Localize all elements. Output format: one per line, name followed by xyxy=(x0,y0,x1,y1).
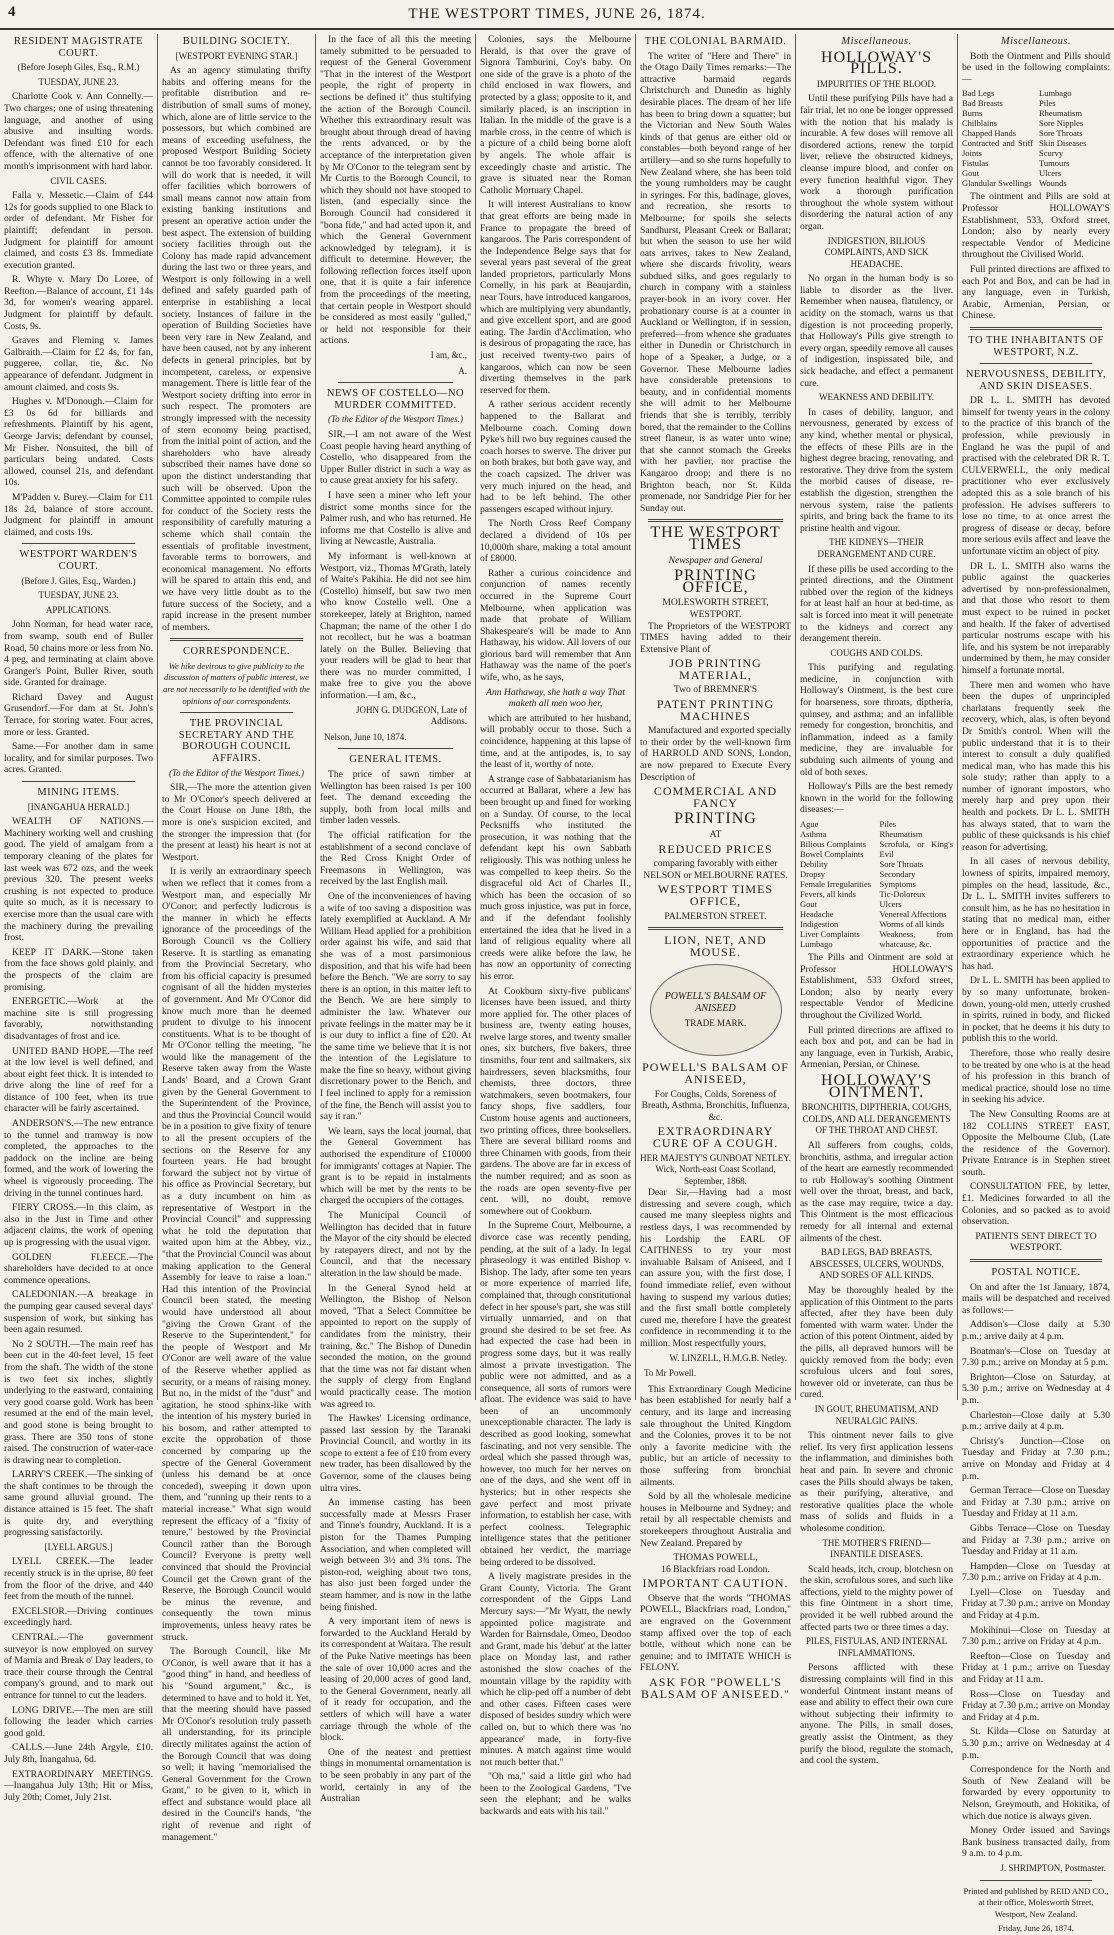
article-paragraph: GOLDEN FLEECE.—The shareholders have decided to at once commence operations. xyxy=(4,1251,153,1286)
article-paragraph: The writer of "Here and There" in the Otago Daily Times remarks:—The attractive barmaid regards Christchurch and Dunedin as highly desirable places. The dream of her life has been to bring down a squatter; but the Victorian and New South Wales kinds of that genus are either old or constables—both beyond range of her artillery—and so she turns hopefully to New Zealand where, she has been told the young rumholders may be caught in syringes. For this, badinage, gloves, and recreation, she resorts to Melbourne; for spoils she selects Sandhurst, Pleasant Creek or Ballarat; but when the season to use her wild oats arrives, takes to New Zealand, where she discards frivolity, wears subdued silks, and goes regularly to church in company with a stainless prayer-book in an ivory cover. Her probationary course is at a counter in Auckland or Wellington, if in session, preferred—from whence she graduates either in Dunedin or Christchurch in hope of a Speaker, a Judge, or a Governor. These Melbourne ladies have considerable pretensions to beauty, and in confidential moments she will admit to her Melbourne friends that she is terribly, terribly bored, that the remainder to the Collins street flaneur, is as water unto wine; that she cannot stomach the Greeks with her pavlier, nor practise the Kangaroo droop; and there is no Brighton beach, nor St. Kilda promenade, nor Sandridge Pier for her Sunday out. xyxy=(640,50,791,514)
complaint-list xyxy=(962,88,1110,188)
ad-paragraph: May be thoroughly healed by the application of this Ointment to the parts affected, after they have been duly fomented with warm water. Under the action of this potent Ointment, aided by the pills, all depraved humors will be quickly removed from the body; even scrofulous ulcers and foul sores, however old or inveterate, can thus be cured. xyxy=(800,1285,953,1401)
headline: BUILDING SOCIETY. xyxy=(182,36,291,47)
list-item: Ague xyxy=(800,819,819,829)
list-item: Headache xyxy=(800,909,834,919)
notice-paragraph: Lyell—Close on Tuesday and Friday at 7.30 p.m.; arrive on Monday and Friday at 4 p.m. xyxy=(962,1586,1110,1622)
notice-paragraph: Addison's—Close daily at 5.30 p.m.; arrive daily at 4 p.m. xyxy=(962,1319,1110,1342)
ad-heading: POWELL'S BALSAM OF ANISEED, xyxy=(642,1060,789,1086)
ad-heading: HOLLOWAY'S PILLS. xyxy=(821,48,932,78)
column-4 xyxy=(476,34,636,1818)
subheading: COUGHS AND COLDS. xyxy=(830,647,923,658)
headline: NEWS OF COSTELLO—NO MURDER COMMITTED. xyxy=(326,388,465,411)
subheading: [INANGAHUA HERALD.] xyxy=(27,801,130,812)
headline: POSTAL NOTICE. xyxy=(991,1267,1081,1279)
list-item: Scurvy xyxy=(1039,148,1064,159)
article-paragraph: In the face of all this the meeting tamely submitted to be persuaded to request of the General Government "That in the interest of the Westport people, the right of property in sections be defined it" thus stultifying the action of the Borough Council. Whether this extraordinary result was brought about through dread of having the rents advanced, or by the acceptance of the interpretation given by Mr O'Conor to the telegram sent by Mr Curtis to the Borough Council, to which they should not have stooped to listen, (and especially since the Borough Council had considered it "bona fide," and had acted upon it, and which the General Government acknowledged by telegram), it is difficult to determine. However, the following reflection forces itself upon one, that it is quite a fair inference from the proceedings of the meeting, that certain people in Westport should be considered as most easily "gulled," or held not responsible for their actions. xyxy=(320,34,471,347)
ad-paragraph: Sold by all the wholesale medicine houses in Melbourne and Sydney; and retail by all respectable chemists and storekeepers throughout Australia and New Zealand. Prepared by xyxy=(640,1491,791,1549)
subheading: (Before Joseph Giles, Esq., R.M.) xyxy=(17,62,140,73)
subheading: APPLICATIONS. xyxy=(45,604,112,615)
divider xyxy=(180,712,293,713)
list-item: Fevers, all kinds xyxy=(800,889,856,899)
article-paragraph: My informant is well-known at Westport, viz., Thomas M'Grath, lately of Waite's Pakihia. He did not see him (Costello) himself, but saw two men who know Costello well. One a storekeeper, lately at Brighton, named Chapman; the name of the other I do not recollect, but he was a boatman lately on the Buller. Believing that your readers will be glad to hear that there was no murder committed, I make free to give you the above information.—I am, &c., xyxy=(320,550,471,702)
list-item: Sore Throats xyxy=(879,859,924,869)
ad-paragraph: DR L. L. SMITH has devoted himself for twenty years in the colony to the practice of this branch of the profession, while previously in England he was the pupil of and practised with the celebrated DR R. T. CULVERWELL, the only medical practitioner who ever exclusively adopted this as a sole branch of his profession. He advises sufferers to lose no time, to at once arrest the progress of disease or decay, before more serious evils affect and leave the unfortunate victim an object of pity. xyxy=(962,395,1110,557)
headline: WESTPORT WARDEN'S COURT. xyxy=(19,549,138,572)
article-paragraph: Graves and Fleming v. James Galbraith.—Claim for £2 4s, for fan, puggeree, collar, tie, &c. No appearance of defendant. Judgment in amount claimed, and costs 9s. xyxy=(4,335,153,393)
column-5 xyxy=(636,34,796,1701)
notice-paragraph: Christy's Junction—Close on Tuesday and Friday at 7.30 p.m.; arrive on Monday and Friday at 4 p.m. xyxy=(962,1435,1110,1482)
list-item: Chapped Hands xyxy=(962,128,1017,139)
article-paragraph: The official ratification for the establishment of a second conclave of the Red Cross Knight Order of Freemasons in Wellington, was received by the last English mail. xyxy=(320,830,471,888)
list-item: Sore Nipples xyxy=(1039,118,1084,129)
article-paragraph: Rather a curious coincidence and conjunction of names recently occurred in the Supreme Court Melbourne, when application was made that probate of William Shakespeare's will be made to Ann Hathaway, his widow. All lovers of our glorious bard will remember that Ann Hathaway was the name of the poet's wife, who, as he says, xyxy=(480,567,631,684)
list-item: Gout xyxy=(962,168,979,179)
list-item: Gout xyxy=(800,899,817,909)
article-paragraph: Same.—For another dam in same locality, and for similar purposes. Two acres. Granted. xyxy=(4,741,153,776)
article-paragraph: Charlotte Cook v. Ann Connelly.—Two charges; one of using threatening language, and another of using abusive and insulting words. Defendant was fined £10 for each offence, with the alternative of one month's imprisonment with hard labor. xyxy=(4,91,153,172)
signature: JOHN G. DUDGEON, Late of Addisons. xyxy=(356,704,467,727)
list-item: Ulcers xyxy=(1039,168,1062,179)
list-item: Rheumatism xyxy=(879,829,923,839)
ad-paragraph: Both the Ointment and Pills should be used in the following complaints:— xyxy=(962,50,1110,85)
article-paragraph: The North Cross Reef Company declared a dividend of 10s per 10,000th share, making a total amount of £8000. xyxy=(480,518,631,565)
list-item: Liver Complaints xyxy=(800,929,860,939)
article-paragraph: A strange case of Sabbatarianism has occurred at Ballarat, where a Jew has been brought up and fined for working on a Sunday. Of course, to the local Pecksniffs who instituted the prosecution, it was nothing that the defendant kept his own Sabbath religiously. This was nothing unless he was compelled to keep theirs. So the disgraceful old Act of Charles II., which has been the occasion of so much gross injustice, was put in force, and if the defendant foolishly entertained the idea that he lived in a land of religious equality where all creeds were alike before the law, he has now an opportunity of correcting his error. xyxy=(480,773,631,982)
article-paragraph: The Borough Council, like Mr O'Conor, is well aware that it has a "good thing" in hand, and heedless of his "Sound argument," &c., is determined to have and to hold it. Yet, that the meeting should have passed Mr O'Conor's resolution truly passeth all understanding, for its principle directly militates against the action of the Borough Council that was doing so well; it having "memorialised the General Government for the Crown Grant," to be given to it, which in effect and substance would place all desired in the Council's hands, "the right of revenue and right of management." xyxy=(162,1646,311,1843)
ad-paragraph: Manufactured and exported specially to their order by the well-known firm of HARROLD AND SONS, London, are now prepared to Execute Every Description of xyxy=(640,725,791,783)
ad-heading: LION, NET, AND MOUSE. xyxy=(664,933,767,959)
list-item: Skin Diseases xyxy=(1039,138,1087,149)
divider xyxy=(980,1880,1092,1881)
article-paragraph: In the General Synod held at Wellington, the Bishop of Nelson moved, "That a Select Committee be appointed to report on the supply of candidates from the ministry, their training, &c." The Bishop of Dunedin seconded the motion, on the ground that the time was not far distant when the supply of clergy from England would practically cease. The motion was agreed to. xyxy=(320,1282,471,1410)
subheading: BRONCHITIS, DIPTHERIA, COUGHS, COLDS, AND ALL DERANGEMENTS OF THE THROAT AND CHEST. xyxy=(801,1102,952,1136)
list-item: Worms of all kinds xyxy=(879,919,945,929)
list-item: Bilious Complaints xyxy=(800,839,866,849)
article-paragraph: which are attributed to her husband, will probably occur to those. Such a coincidence, happening at this lapse of time, and at the antipodes, is, to say the least of it, worthy of note. xyxy=(480,712,631,771)
ad-heading: IMPORTANT CAUTION. xyxy=(642,1576,789,1591)
divider xyxy=(648,927,783,930)
ad-paragraph: The New Consulting Rooms are at 182 COLLINS STREET EAST, Opposite the Melbourne Club, (Late the residence of the Governor). Private Entrance is in Stephen street south. xyxy=(962,1108,1110,1178)
ad-paragraph: This purifying and regulating medicine, in conjunction with Holloway's Ointment, is the best cure for hoarseness, sore throats, diptheria, quinsey, and asthma; and an infallible remedy for congestion, bronchitis, and inflammation, indeed as a family medicine, they are invaluable for subduing such ailments of young and old of both sexes. xyxy=(800,662,953,778)
ad-heading: ASK FOR "POWELL'S BALSAM OF ANISEED." xyxy=(641,1675,790,1701)
ad-line: comparing favorably with either NELSON or MELBOURNE RATES. xyxy=(643,858,788,881)
list-item: Scrofula, or King's Evil xyxy=(879,839,953,859)
ad-paragraph: This ointment never fails to give relief. Its very first application lessens the inflammation, and diminishes both heat and pain. In severe and chronic cases the Pills should always be taken, as their purifying, alterative, and restorative qualities place the whole mass of solids and fluids in a wholesome condition. xyxy=(800,1430,953,1534)
notice-paragraph: On and after the 1st January, 1874, mails will be despatched and received as follows:— xyxy=(962,1281,1110,1316)
notice-paragraph: Charleston—Close daily at 5.30 p.m.; arrive daily at 4 p.m. xyxy=(962,1409,1110,1433)
article-paragraph: LYELL CREEK.—The leader recently struck is in the uprise, 80 feet from the floor of the drive, and 440 feet from the mouth of the tunnel. xyxy=(4,1556,153,1603)
column-6 xyxy=(796,34,958,1767)
article-paragraph: A very important item of news is forwarded to the Auckland Herald by its correspondent at Waitara. The result of the Puke Native meetings has been the sale of over 10,000 acres and the leasing of 20,000 acres of good land, to the General Government, nearly all of it ready for occupation, and the settlers of which will have a water carriage through the whole of the block. xyxy=(320,1616,471,1744)
date-line: TUESDAY, JUNE 23. xyxy=(38,76,119,87)
page-title: THE WESTPORT TIMES, JUNE 26, 1874. xyxy=(408,6,706,22)
subheading: IN GOUT, RHEUMATISM, AND NEURALGIC PAINS. xyxy=(814,1403,939,1426)
imprint-date: Friday, June 26, 1874. xyxy=(998,1923,1074,1934)
ad-paragraph: This Extraordinary Cough Medicine has been established for nearly half a century, and its large and increasing sale throughout the United Kingdom and the Colonies, proves it to be not only a favorite medicine with the public, but an article of necessity to those suffering from bronchial ailments. xyxy=(640,1383,791,1488)
ad-heading: JOB PRINTING MATERIAL, xyxy=(669,656,762,682)
ad-paragraph: CONSULTATION FEE, by letter, £1. Medicines forwarded to all the Colonies, and so packed as to avoid observation. xyxy=(962,1181,1110,1228)
verse-quote: Ann Hathaway, she hath a way That maketh all men woo her, xyxy=(486,686,625,710)
signature: I am, &c., xyxy=(430,350,467,361)
subheading: WEAKNESS AND DEBILITY. xyxy=(818,392,935,403)
ad-paragraph: If these pills be used according to the printed directions, and the Ointment rubbed over the region of the kidneys for at least half an hour at bed-time, as salt is forced into meat it will penetrate to the kidneys and correct any derangement therein. xyxy=(800,563,953,645)
headline: THE COLONIAL BARMAID. xyxy=(644,36,787,47)
subheading: [LYELL ARGUS.] xyxy=(44,1541,113,1552)
ad-paragraph: Dear Sir,—Having had a most distressing and severe cough, which caused me many sleepless nights and restless days, I was recommended by his Lordship the EARL OF CAITHNESS to try your most invaluable Balsam of Aniseed, and I can assure you, with the first dose, I found immediate relief, even without having to suspend my various duties; and the first small bottle completely cured me, therefore I have the greatest confidence in recommending it to the million. Most respectfully yours, xyxy=(640,1187,791,1349)
ad-heading: THE WESTPORT TIMES xyxy=(650,524,781,553)
list-item: Asthma xyxy=(800,829,827,839)
ad-paragraph: There men and women who have been the dupes of unprincipled charlatans frequently seek the recovery, which, alas, is often beyond Dr Smith's control. When will the public understand that it is to their interest to consult a duly qualified medical man, who has made this his sole study; rather than apply to a number of ignorant impostors, who merely harp and prey upon their health and pockets. Dr L. L. SMITH has always stated, that to warn the public of these quicksands is his chief reason for advertising. xyxy=(962,679,1110,853)
article-paragraph: As an agency stimulating thrifty habits and offering means for the profitable distribution and re-distribution of small sums of money, which, alone are of little service to the possessors, but which combined are means of exceeding usefulness, the proposed Westport Building Society cannot be too favorably considered. It will do work that is needed, it will offer facilities which borrowers of small means cannot now attain from existing banking institutions and present an operative action under the best aspect. The extension of building society facilities through out the Colony has made rapid advancement during the last two or three years, and Westport is only following in a well defined and safely guarded path of enterprise in establishing a local society. Instances of failure in the operation of Building Societies have been very rare in New Zealand, and have been caused, not by any inherent defects in general principles, but by incompetent, careless, or expensive management. There is little fear of the Westport society drifting into error in such respect. The promoters are strongly impressed with the necessity of stern economy being practised, from the initial point of action, and the shareholders who have already subscribed their names have done so upon the distinct understanding that such will be observed. Upon the Committee appointed to compile rules for conduct of the Society rests the responsibility of carefully maturing a scheme which shall contain the essentials of profitable investment, favorable terms to borrowers, and economical management. No efforts will be spared to attain this end, and we have very little doubt as to the future success of the Society, and a rapid increase in the present number of members. xyxy=(162,65,311,633)
subheading: THE MOTHER'S FRIEND—INFANTILE DISEASES. xyxy=(822,1537,931,1560)
section-header: Miscellaneous. xyxy=(1000,36,1072,47)
ad-paragraph: PATIENTS SENT DIRECT TO WESTPORT. xyxy=(975,1230,1097,1254)
ad-paragraph: Therefore, those who really desire to be treated by one who is at the head of his profession in this branch of medical practice, should lose no time in seeking his advice. xyxy=(962,1047,1110,1106)
ad-paragraph: The Proprietors of the WESTPORT TIMES having added to their Extensive Plant of xyxy=(640,620,791,655)
ad-paragraph: Observe that the words "THOMAS POWELL, Blackfriars road, London," are engraved on the Government stamp affixed over the top of each bottle, without which none can be genuine; and to IMITATE WHICH is FELONY. xyxy=(640,1592,791,1674)
signature: J. SHRIMPTON, Postmaster. xyxy=(1000,1862,1106,1873)
logo-text: POWELL'S BALSAM OF ANISEED xyxy=(664,990,767,1014)
list-item: Rheumatism xyxy=(1039,108,1082,119)
notice-paragraph: Boatman's—Close on Tuesday at 7.30 p.m.; arrive on Monday at 5 p.m. xyxy=(962,1345,1110,1369)
subheading: BAD LEGS, BAD BREASTS, ABSCESSES, ULCERS, WOUNDS, AND SORES OF ALL KINDS. xyxy=(809,1247,944,1281)
ad-paragraph: Until these purifying Pills have had a fair trial, let no one be longer oppressed with the notion that his malady is incurable. A few doses will remove all disordered actions, renew the torpid liver, relieve the obstructed kidneys, cleanse impure blood, and confer on every function healthful vigor. They work a thorough purification throughout the whole system without disordering the natural action of any organ. xyxy=(800,93,953,232)
page-masthead xyxy=(0,0,1114,30)
ad-heading: WESTPORT TIMES OFFICE, xyxy=(657,882,774,908)
ad-heading: EXTRAORDINARY CURE OF A COUGH. xyxy=(652,1124,779,1150)
headline: MINING ITEMS. xyxy=(37,787,120,799)
article-paragraph: One of the neatest and prettiest things in monumental ornamentation is to be seen probably in any part of the world, certainly in any of the Australian xyxy=(320,1746,471,1805)
article-paragraph: A rather serious accident recently happened to the Ballarat and Melbourne coach. Coming down Pyke's hill two buy reguines caused the coach horses to swerve. The driver put on both brakes, but both gave way, and the coach capsized. The driver was very much injured on the head, and had to be left behind. The other passengers escaped without injury. xyxy=(480,399,631,515)
divider xyxy=(970,327,1102,330)
notice-paragraph: Hampden—Close on Tuesday at 7.30 p.m.; arrive on Friday at 4 p.m. xyxy=(962,1560,1110,1584)
notice-paragraph: Mokihinui—Close on Tuesday at 7.30 p.m.; arrive on Friday at 4 p.m. xyxy=(962,1624,1110,1648)
notice-paragraph: Ross—Close on Tuesday and Friday at 7.30 p.m.; arrive on Monday and Friday at 4 p.m. xyxy=(962,1688,1110,1723)
subheading: IMPURITIES OF THE BLOOD. xyxy=(816,78,937,89)
notice-paragraph: Gibbs Terrace—Close on Tuesday and Friday at 7.30 p.m.; arrive on Tuesday and Friday at 11 a.m. xyxy=(962,1522,1110,1558)
section-header: Miscellaneous. xyxy=(841,36,912,47)
list-item: Tumours xyxy=(1039,158,1070,169)
date-line: TUESDAY, JUNE 23. xyxy=(38,590,119,601)
list-item: Bad Breasts xyxy=(962,98,1003,109)
divider xyxy=(338,382,453,383)
list-item: Lumbago xyxy=(800,939,833,949)
headline: GENERAL ITEMS. xyxy=(349,754,442,766)
list-item: Burns xyxy=(962,108,983,119)
ad-line: HER MAJESTY'S GUNBOAT NETLEY. Wick, North-east Coast Scotland, September, 1868. xyxy=(640,1152,791,1186)
ad-paragraph: Scald heads, itch, croup, blotchesn on the skin, scrofulous sores, and such like affections, yield to the mighty power of this fine Ointment in a short time, provided it be well rubbed around the affected parts two or three times a day. xyxy=(800,1563,953,1633)
article-paragraph: The Hawkes' Licensing ordinance, passed last session by the Taranaki Provincial Council, and worthy in its scope to extent a fee of £10 from every new trader, has been disallowed by the Governor, some of the clauses being ultra vires. xyxy=(320,1413,471,1494)
subheading: (Before J. Giles, Esq., Warden.) xyxy=(21,575,136,586)
ad-paragraph: Full printed directions are affixed to each box and pot, and can be had in any language, even in Turkish, Arabic, Armenian, Persian, or Chinese. xyxy=(800,1024,953,1071)
article-paragraph: An immense casting has been successfully made at Messrs Fraser and Tinne's foundry, Auckland. It is a piston for the Thames Pumping Association, and when completed will weigh between 3½ and 3¾ tons. The piston-rod, weighing about two tons, has also just been forged under the steam hammer, and is now in the lathe being finished. xyxy=(320,1497,471,1613)
article-paragraph: CALEDONIAN.—A breakage in the pumping gear caused several days' suspension of work, but sinking has been again resumed. xyxy=(4,1289,153,1336)
list-item: Glandular Swellings xyxy=(962,178,1032,189)
ad-paragraph: The Pills and Ointment are sold at Professor HOLLOWAY'S Establishment, 533 Oxford street, London; also by nearly every respectable Vendor of Medicine throughout the Civilized World. xyxy=(800,952,953,1021)
ad-line: Newspaper and General xyxy=(668,554,763,566)
list-item: Indigestion xyxy=(800,919,839,929)
signature-date: Nelson, June 10, 1874. xyxy=(324,731,407,742)
divider xyxy=(338,748,453,749)
notice-paragraph: Brighton—Close on Saturday, at 5.30 p.m.; arrive on Wednesday at 4 p.m. xyxy=(962,1371,1110,1406)
article-paragraph: Hughes v. M'Donough.—Claim for £3 0s 6d for billiards and refreshments. Plaintiff by his agent, George Jarvis; defendant by counsel, Mr Fisher. Nonsuited, the bill of particulars being undated. Costs allowed, counsel 21s, and defendant 10s. xyxy=(4,396,153,489)
signature: To Mr Powell. xyxy=(644,1368,697,1379)
ad-paragraph: Holloway's Pills are the best remedy known in the world for the following diseases:— xyxy=(800,781,953,816)
list-item: Venereal Affections xyxy=(879,909,947,919)
ad-heading: REDUCED PRICES xyxy=(658,841,773,856)
list-item: Fistulas xyxy=(962,158,989,169)
page-number: 4 xyxy=(8,4,16,20)
divider xyxy=(980,363,1092,364)
list-item: Lumbago xyxy=(1039,88,1072,99)
list-item: Piles xyxy=(1039,98,1056,109)
article-paragraph: SIR,—The more the attention given to Mr O'Conor's speech delivered at the Court House on June 18th, the more is one's suspicion excited, and the stronger the impression that (for the present at least) his heart is not at Westport. xyxy=(162,782,311,863)
article-paragraph: ENERGETIC.—Work at the machine site is still progressing favorably, notwithstanding disadvantages of frost and ice. xyxy=(4,996,153,1042)
article-paragraph: R. Whyte v. Mary Do Loree, of Reefton.—Balance of account, £1 14s 3d, for women's wearing apparel. Judgment for plaintiff by default. Costs, 9s. xyxy=(4,274,153,332)
ad-heading: HOLLOWAY'S OINTMENT. xyxy=(821,1071,932,1101)
ad-line: PALMERSTON STREET. xyxy=(664,910,767,922)
subheading: [WESTPORT EVENING STAR.] xyxy=(175,50,298,61)
article-paragraph: FIERY CROSS.—In this claim, as also in the Just in Time and other adjacent claims, the work of opening up is progressing with the usual vigor. xyxy=(4,1202,153,1248)
ad-heading: PATENT PRINTING MACHINES xyxy=(656,697,775,723)
subheading: THE KIDNEYS—THEIR DERANGEMENT AND CURE. xyxy=(817,537,936,559)
list-item: Tic-Doloreux xyxy=(879,889,926,899)
column-2 xyxy=(158,34,316,1843)
divider xyxy=(648,519,783,522)
ad-line: WESTPORT. xyxy=(689,608,742,620)
ad-heading: COMMERCIAL AND FANCY xyxy=(653,784,778,810)
article-paragraph: LARRY'S CREEK.—The sinking of the shaft continues to be through the same ground alluvial ground. The distance attained is 15 feet. The shaft is quite dry, and everything progressing satisfactorily. xyxy=(4,1469,153,1539)
ad-line: AT xyxy=(709,829,722,840)
article-paragraph: We learn, says the local journal, that the General Government has authorised the expenditure of £10000 for immigrants' cottages at Napier. The grant is to be repaid in instalments which will be met by the rents to be charged the occupiers of the cottages. xyxy=(320,1125,471,1207)
notice-paragraph: Correspondence for the North and South of New Zealand will be forwarded by every opportunity to Nelson, Greymouth, and Hokitika, of which due notice is always given. xyxy=(962,1764,1110,1822)
ad-line: MOLESWORTH STREET, xyxy=(662,597,769,609)
article-paragraph: Falla v. Messetic.—Claim of £44 12s for goods supplied to one Black to order of defendant. Mr Fisher for plaintiff; defendant in person. Judgment for plaintiff for amount claimed, and costs £3 8s. Immediate execution granted. xyxy=(4,190,153,271)
ad-paragraph: No organ in the human body is so liable to disorder as the liver. Remember when nausea, flatulency, or acidity on the stomach, warns us that digestion is not proceeding properly, that Holloway's Pills give strength to every organ, speedily remove all causes of indigestion, inspissated bile, and sick headache, and effect a permanent cure. xyxy=(800,273,953,389)
article-paragraph: No 2 SOUTH.—The main reef has been cut in the 40-feet level, 15 feet from the shaft. The width of the stone is two feet six inches, slightly underlying to the eastward, containing very good coarse gold. Work has been resumed at the end of the main level, and good stone is being brought to grass. There are 350 tons of stone raised. The construction of water-race is drawing near to completion. xyxy=(4,1338,153,1466)
subheading: (To the Editor of the Westport Times.) xyxy=(327,414,464,425)
article-paragraph: UNITED BAND HOPE.—The reef at the low level is well defined, and about eight feet thick. It is intended to drive along the line of reef for a distance of 100 feet, when its true character will be fairly ascertained. xyxy=(4,1045,153,1115)
article-paragraph: CALLS.—June 24th Argyle, £10. July 8th, Inangahua, 6d. xyxy=(4,1742,153,1765)
article-paragraph: It will interest Australians to know that great efforts are being made in France to propagate the breed of kangaroos. The Paris correspondent of the Independence Belge says that for several years past several of the great landed proprietors, particularly Mons Cornelly, in his park at Beaujardin, near Tours, have introduced kangaroos, which are multiplying very abundantly, and give excellent sport, and are good eating. The Jardin d'Acclimation, who is desirous of propagating the race, has just received twenty-two pairs of kangaroos, which can now be seen diverting themselves in the park reserved for them. xyxy=(480,199,632,396)
ad-heading: PRINTING xyxy=(674,810,757,828)
article-paragraph: EXTRAORDINARY MEETINGS.—Inangahua July 13th; Hit or Miss, July 20th; Comet, July 21st. xyxy=(4,1768,153,1803)
article-paragraph: At Cookburn sixty-five publicans' licenses have been issued, and thirty more applied for. The other places of business are, twenty eating houses, twelve large stores, and twenty smaller ones, six butchers, five bakers, three tinsmiths, four tent and sailmakers, six hairdressers, seven blacksmiths, four chemists, three doctors, three watchmakers, seven bootmakers, four fancy shops, five saddlers, four Custom house agents and auctioneers, two printing offices, three booksellers. There are several billiard rooms and three Chinamen with goods, from their gardens. The above are far in excess of the number required; and as soon as the roads are open seventy-five per cent. will, no doubt, remove somewhere out of Cookburn. xyxy=(480,985,631,1217)
list-item: Wounds xyxy=(1039,178,1067,189)
list-item: Dropsy xyxy=(800,869,826,879)
headline: CORRESPONDENCE. xyxy=(183,646,290,658)
headline: TO THE INHABITANTS OF WESTPORT, N.Z. xyxy=(968,334,1104,358)
ad-line: For Coughs, Colds, Soreness of Breath, Asthma, Bronchitis, Influenza, &c. xyxy=(641,1088,790,1123)
article-paragraph: Richard Davey and August Grusendorf.—For dam at St. John's Terrace, for storing water. Four acres, more or less. Granted. xyxy=(4,691,153,738)
ad-paragraph: All sufferers from coughs, colds, bronchitis, asthma, and irregular action of the heart are earnestly recommended to rub Holloway's soothing Ointment well over the throat, breast, and back, as the case may require, twice a day. This Ointment is the most efficacious remedy for all internal and external ailments of the chest. xyxy=(800,1139,953,1244)
list-item: Female Irregularities xyxy=(800,879,872,889)
article-paragraph: The price of sawn timber at Wellington has been raised 1s per 100 feet. The demand exceeding the supply, both from local mills and timber laden vessels. xyxy=(320,769,471,827)
ad-paragraph: The ointment and Pills are sold at Professor HOLLOWAY'S Establishment, 533, Oxford street, London; also by nearly every respectable Vendor of Medicine throughout the Civilised World. xyxy=(962,191,1110,261)
article-paragraph: WEALTH OF NATIONS.—Machinery working well and crushing good. The yield of amalgam from a temporary cleaning of the plates for last week was 672 ozs, and the week previous 320. The present weeks crushing is not expected to produce quite so much, as it is necessary to exercise more than the usual care with the machinery during the prevailing frost. xyxy=(4,816,153,944)
list-item: Chilblains xyxy=(962,118,997,129)
headline: RESIDENT MAGISTRATE COURT. xyxy=(13,36,144,59)
list-item: Bad Legs xyxy=(962,88,995,99)
ad-paragraph: In cases of debility, languor, and nervousness, generated by excess of any kind, whether mental or physical, the effects of these Pills are in the highest degree bracing, renovating, and restorative. They drive from the system the morbid causes of disease, re-establish the digestion, strengthen the nervous system, raise the patients spirits, and bring back the frame to its pristine health and vigour. xyxy=(800,406,953,534)
divider xyxy=(22,543,135,544)
list-item: Weakness, from whatcause, &c. xyxy=(879,929,953,949)
ad-line: THOMAS POWELL, xyxy=(673,1552,758,1564)
divider xyxy=(970,1259,1102,1262)
list-item: Debility xyxy=(800,859,828,869)
ad-paragraph: In all cases of nervous debility, lowness of spirits, impaired memory, pimples on the head, lassitude, &c., Dr L. L. SMITH invites sufferers to consult him, as he has no hesitation in stating that no medical man, either here or in England, has had the opportunities of practice and the extraordinary experience which he has had. xyxy=(962,856,1110,972)
list-item: Sore Throats xyxy=(1039,128,1083,139)
article-paragraph: The Municipal Council of Wellington has decided that in future the Mayor of the city should be elected by ratepayers direct, and not by the Council, and that the necessary alteration in the law should be made. xyxy=(320,1210,471,1279)
article-paragraph: It is verily an extraordinary speech when we reflect that it comes from a Westport man, and especially Mr O'Conor; and perfectly ludicrous is the manner in which he effects ignorance of the proceedings of the Borough Council vs the Colliery Reserve. It is startling as emanating from the Provincial Secretary, who from his official capacity is presumed cognisant of all the hidden mysteries of government. And Mr O'Conor did know much more than he deemed prudent to divulge to his innocent constituents. What is to be thought of Mr O'Conor telling the meeting, "he would like the management of the Reserve taken away from the Waste Lands' Board, and a Crown Grant given by the General Government to the Superintendent of the Province, and thus the Provincial Council would be in a position to give fixity of tenure to all the present occupiers of the sections on the Reserve for any fourteen years. He had brought forward the subject not by virtue of his office as Provincial Secretary, but as a duty incumbent on him as representative of Westport in the Provincial Council" and suppressing what he told the deputation that waited upon him at the Abbey, viz., "that the Provincial Council was about making application to the General Assembly for leave to raise a loan." Had this intention of the Provincial Council been stated, the meeting would have understood all about "giving the Crown Grant of the Reserve to the Superintendent," for the people of Westport and Mr O'Conor are well aware of the value of the Reserve whether applied as security, or a means of raising money. But no, in the midst of the "dust" and agitation, he stood sphinx-like with the intention of his mystery buried in his bosom, and rather attempted to excite the opprobation of those concerned by comparing up the spectre of the General Government (unless his demand be at once conceded), sweeping it down upon them, and "running up their rents to a material increase." What sign would represent the efficacy of a "fixity of tenure," bestowed by the Provincial Council rather than the Borough Council? Everyone is pretty well convinced that should the Provincial Council get the Crown grant of the Reserve, the Borough Council would be minus the revenue, and consequently the town minus improvements, unless heavy rates be struck. xyxy=(162,866,311,1643)
article-paragraph: KEEP IT DARK.—Stone taken from the face shows gold plainly, and the prospects of the claim are promising. xyxy=(4,946,153,993)
article-paragraph: EXCELSIOR.—Driving continues exceedingly hard. xyxy=(4,1605,153,1629)
column-1 xyxy=(0,34,158,1803)
article-paragraph: ANDERSON'S.—The new entrance to the tunnel and tramway is now completed, the approaches to the paddock on the incline are being formed, and the work of lowering the wheel is vigorously proceeding. The driving in the tunnel continues hard. xyxy=(4,1118,153,1199)
editorial-notice: We hike devirous to give publicity to the discussion of matters of public interest, we are not necessarily to be identified with the opinions of our correspondents. xyxy=(163,660,310,706)
ad-paragraph: Persons afflicted with these distressing complaints will find in this wonderful Ointment instant means of ease and ability to effect their own cure without subjecting their infirmity to anyone. The Pills, in small doses, greatly assist the Ointment, as they purify the blood, regulate the stomach, and cool the system. xyxy=(800,1662,953,1767)
article-paragraph: A lively magistrate presides in the Grant County, Victoria. The Grant correspondent of the Gipps Land Mercury says:—"Mr Wyatt, the newly appointed police magistrate and Warden for Bairnsdale, Omeo, Deodoo and Grant, made his 'debut' at the latter place on Monday last, and rather astonished the slow coaches of the mountain village by the rapidity with which he clip-ped off a number of debt and other cases. Fifteen cases were disposed of besides sundry which were called on, but to which there was 'no appearance' made, in forty-five minutes. A match against time would not much better that." xyxy=(480,1571,631,1768)
ad-heading: PRINTING OFFICE, xyxy=(674,567,757,596)
article-paragraph: "Oh ma," said a little girl who had been to the Zoological Gardens, "I've seen the elephant; and he walks backwards and eats with his tail." xyxy=(480,1771,631,1818)
list-item: Secondary Symptoms xyxy=(879,869,916,889)
logo-text: TRADE MARK. xyxy=(684,1018,747,1029)
ad-line: 16 Blackfriars road London. xyxy=(661,1563,770,1575)
article-paragraph: SIR,—I am not aware of the West Coast people having heard anything of Costello, who disappeared from the Upper Buller district in such a way as to cause great anxiety for his safety. xyxy=(320,429,471,487)
list-item: Bowel Complaints xyxy=(800,849,864,859)
article-paragraph: I have seen a miner who left your district some months since for the Palmer rush, and who has returned. He informs me that Costello is alive and living at Newcastle, Australia. xyxy=(320,489,471,548)
ad-paragraph: Full printed directions are affixed to each Pot and Box, and can be had in any language, even in Turkish, Arabic, Armenian, Persian, or Chinese. xyxy=(962,263,1110,322)
headline: NERVOUSNESS, DEBILITY, AND SKIN DISEASES. xyxy=(965,369,1107,392)
ad-line: Two of BREMNER'S xyxy=(673,684,758,696)
article-paragraph: CENTRAL.—The government surveyor is now employed on survey of Marnia and Break o' Day leaders, to trace their course through the Central company's ground, and to mark out entrance for tunnel to cut the leaders. xyxy=(4,1632,153,1701)
ad-paragraph: DR L. L. SMITH also warns the public against the quackeries advertised by non-professionalmen, and that those who resort to them must expect to be ruined in pocket and health. If the faker of advertised particular nostrums escape with his life, and his system be not irreparably undermined by them, he may consider himself a fortunate mortal. xyxy=(962,560,1110,676)
article-paragraph: One of the inconveniences of having a wife of too saving a disposition was lately exemplified at Auckland. A Mr William Head applied for a prohibition order against his wife, and said that she was of a most parsimonious disposition, and that his wife had been before the Bench. "We are sorry to say there is an option, in this matter left to the Bench. We are here simply to administer the law. Whatever our private feelings in the matter may be it is our duty to inflict a fine of £20. At the same time we believe that it is not the intention of the Legislature to make the fine so heavy, without giving discretionary power to the Bench, and I feel inclined to apply for a remission of the fine, the Bench will assist you to say it ran." xyxy=(320,890,471,1123)
subheading: INDIGESTION, BILIOUS COMPLAINTS, AND SICK HEADACHE. xyxy=(824,235,929,269)
divider xyxy=(22,781,135,782)
divider xyxy=(170,638,303,641)
subheading: PILES, FISTULAS, AND INTERNAL INFLAMMATIONS. xyxy=(805,1636,948,1658)
column-3 xyxy=(316,34,476,1805)
headline: THE PROVINCIAL SECRETARY AND THE BOROUGH COUNCIL AFFAIRS. xyxy=(178,718,295,765)
list-item: Piles xyxy=(879,819,897,829)
signature: W. LINZELL, H.M.G.B. Netley. xyxy=(669,1352,787,1363)
article-paragraph: John Norman, for head water race, from swamp, south end of Buller Road, 50 chains more or less from No. 4 peg, and terminating at claim above Granger's Point, Buller River, south side. Granted for drainage. xyxy=(4,619,153,689)
article-paragraph: LONG DRIVE.—The men are still following the leader which carries good gold. xyxy=(4,1704,153,1739)
column-7 xyxy=(958,34,1114,1934)
trade-mark-logo-icon xyxy=(650,964,782,1056)
notice-paragraph: German Terrace—Close on Tuesday and Friday at 7.30 p.m.; arrive on Tuesday and Friday at 11 a.m. xyxy=(962,1485,1110,1520)
subheading: (To the Editor of the Westport Times.) xyxy=(168,767,305,778)
list-item: Ulcers xyxy=(879,899,902,909)
signature: A. xyxy=(458,365,467,376)
subheading: CIVIL CASES. xyxy=(50,175,107,186)
notice-paragraph: St. Kilda—Close on Saturday at 5.30 p.m.; arrive on Wednesday at 4 p.m. xyxy=(962,1726,1110,1761)
notice-paragraph: Money Order issued and Savings Bank business transacted daily, from 9 a.m. to 4 p.m. xyxy=(962,1825,1110,1860)
article-paragraph: Colonies, says the Melbourne Herald, is that over the grave of Signora Tamburini, Coy's baby. On one side of the grave is a photo of the child enclosed in wax flowers, and protected by a glass; opposite to it, and similarly placed, is an inscription in Italian. In the middle of the grave is a marble cross, in the centre of which is a picture of a child being borne aloft by angels. The whole affair is exceedingly chaste and artistic. The grave is situated near the Roman Catholic Mortuary Chapel. xyxy=(480,34,631,196)
notice-paragraph: Reefton—Close on Tuesday and Friday at 1 p.m.; arrive on Tuesday and Friday at 11 a.m. xyxy=(962,1650,1110,1686)
disease-list xyxy=(800,819,953,949)
imprint: Printed and published by REID AND CO., at their office, Molesworth Street, Westport, New Zealand. xyxy=(963,1885,1109,1919)
ad-paragraph: Dr L. L. SMITH has been applied to by so many unfortunate, broken-down, young-old men, utterly crushed in spirits, ruined in body, and flicked in pocket, that he deems it his duty to publish this to the world. xyxy=(962,975,1110,1045)
list-item: Contracted and Stiff Joints xyxy=(962,138,1033,159)
article-paragraph: M'Padden v. Burey.—Claim for £11 18s 2d, balance of store account. Judgment for plaintiff in amount claimed, and costs 19s. xyxy=(4,491,153,538)
article-paragraph: In the Supreme Court, Melbourne, a divorce case was recently pending, pending, at the suit of a lady. In legal phraseology it was entitled Bishop v. Bishop. The lady, after some ten years or more experience of married life, complained that, through constitutional defect in her spouse's part, she was still virtually unmarried, and on that ground she desired to be set free. As had expected the case had been in progress some days, but it was really almost a private investigation. The public were not admitted, and as a consequence, all sorts of rumors were afloat. The evidence was said to have been of an uncommonly unexceptionable character. The lady is described as good looking, somewhat fascinating, and not very sensible. The ordeal which she passed through was, however, too much for her nerves on one of the days, and she went off in hysterics; but in other respects she gave perfect and most private information, to establish her case, with perfect coolness. Telegraphic intelligence states that the petitioner obtained her verdict, the marriage being ordered to be dissolved. xyxy=(480,1220,631,1568)
